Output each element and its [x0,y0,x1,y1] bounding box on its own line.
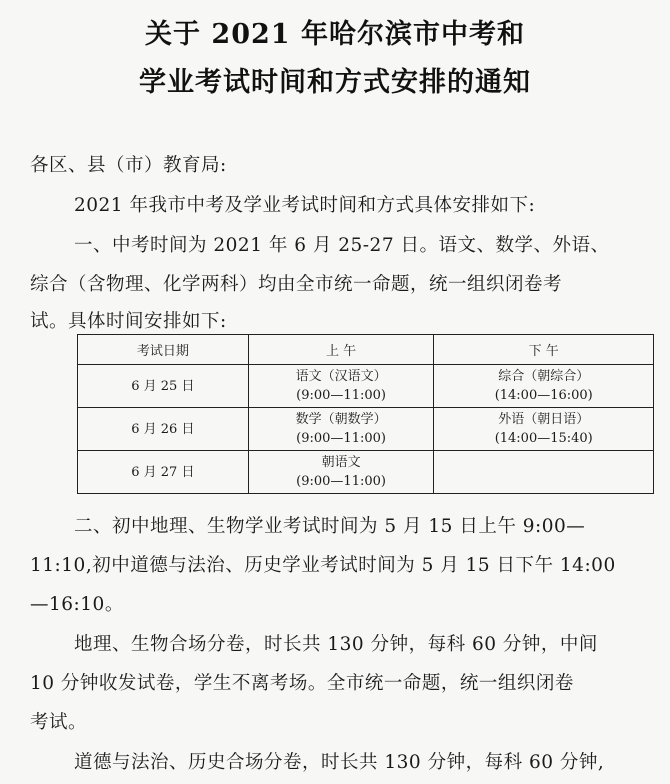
morning-time: (9:00—11:00) [296,431,386,446]
document-title-line-1: 关于 2021 年哈尔滨市中考和 [145,19,525,50]
afternoon-time: (14:00—16:00) [494,388,593,403]
paragraph-exam-time-line-3: 试。具体时间安排如下: [30,311,227,332]
morning-subject: 语文（汉语文） [295,369,387,384]
afternoon-time: (14:00—15:40) [494,431,593,446]
header-exam-date: 考试日期 [78,335,249,365]
paragraph-section-2-line-3: —16:10。 [30,594,124,615]
document-title-line-2: 学业考试时间和方式安排的通知 [139,67,531,98]
table-row [78,451,654,494]
table-header-row [78,335,654,365]
cell-date: 6 月 25 日 [78,365,249,408]
morning-time: (9:00—11:00) [296,388,386,403]
table-row [78,408,654,451]
cell-date: 6 月 27 日 [78,451,249,494]
paragraph-section-2-line-2: 11:10,初中道德与法治、历史学业考试时间为 5 月 15 日下午 14:00 [30,555,616,576]
cell-afternoon [434,408,654,451]
afternoon-subject: 外语（朝日语） [498,412,590,427]
cell-afternoon-empty [434,451,654,494]
header-afternoon: 下 午 [434,335,654,365]
cell-morning [248,408,434,451]
paragraph-geo-bio-line-2: 10 分钟收发试卷，学生不离考场。全市统一命题，统一组织闭卷 [30,673,574,694]
paragraph-section-2-line-1: 二、初中地理、生物学业考试时间为 5 月 15 日上午 9:00— [74,516,586,537]
cell-date: 6 月 26 日 [78,408,249,451]
cell-morning [248,451,434,494]
paragraph-exam-time-line-1: 一、中考时间为 2021 年 6 月 25-27 日。语文、数学、外语、 [74,235,610,256]
table-row [78,365,654,408]
morning-subject: 数学（朝数学） [295,412,387,427]
paragraph-intro: 2021 年我市中考及学业考试时间和方式具体安排如下: [74,195,536,216]
morning-subject: 朝语文 [321,455,361,470]
paragraph-geo-bio-line-3: 考试。 [30,712,88,733]
header-morning: 上 午 [248,335,434,365]
cell-morning [248,365,434,408]
salutation: 各区、县（市）教育局: [30,155,227,176]
cell-afternoon [434,365,654,408]
exam-schedule-table [77,334,654,494]
paragraph-geo-bio-line-1: 地理、生物合场分卷，时长共 130 分钟，每科 60 分钟，中间 [74,634,598,655]
morning-time: (9:00—11:00) [296,474,386,489]
afternoon-subject: 综合（朝综合） [498,369,590,384]
paragraph-ethics-history-line-1: 道德与法治、历史合场分卷，时长共 130 分钟，每科 60 分钟, [74,752,605,773]
paragraph-exam-time-line-2: 综合（含物理、化学两科）均由全市统一命题，统一组织闭卷考 [30,274,563,295]
